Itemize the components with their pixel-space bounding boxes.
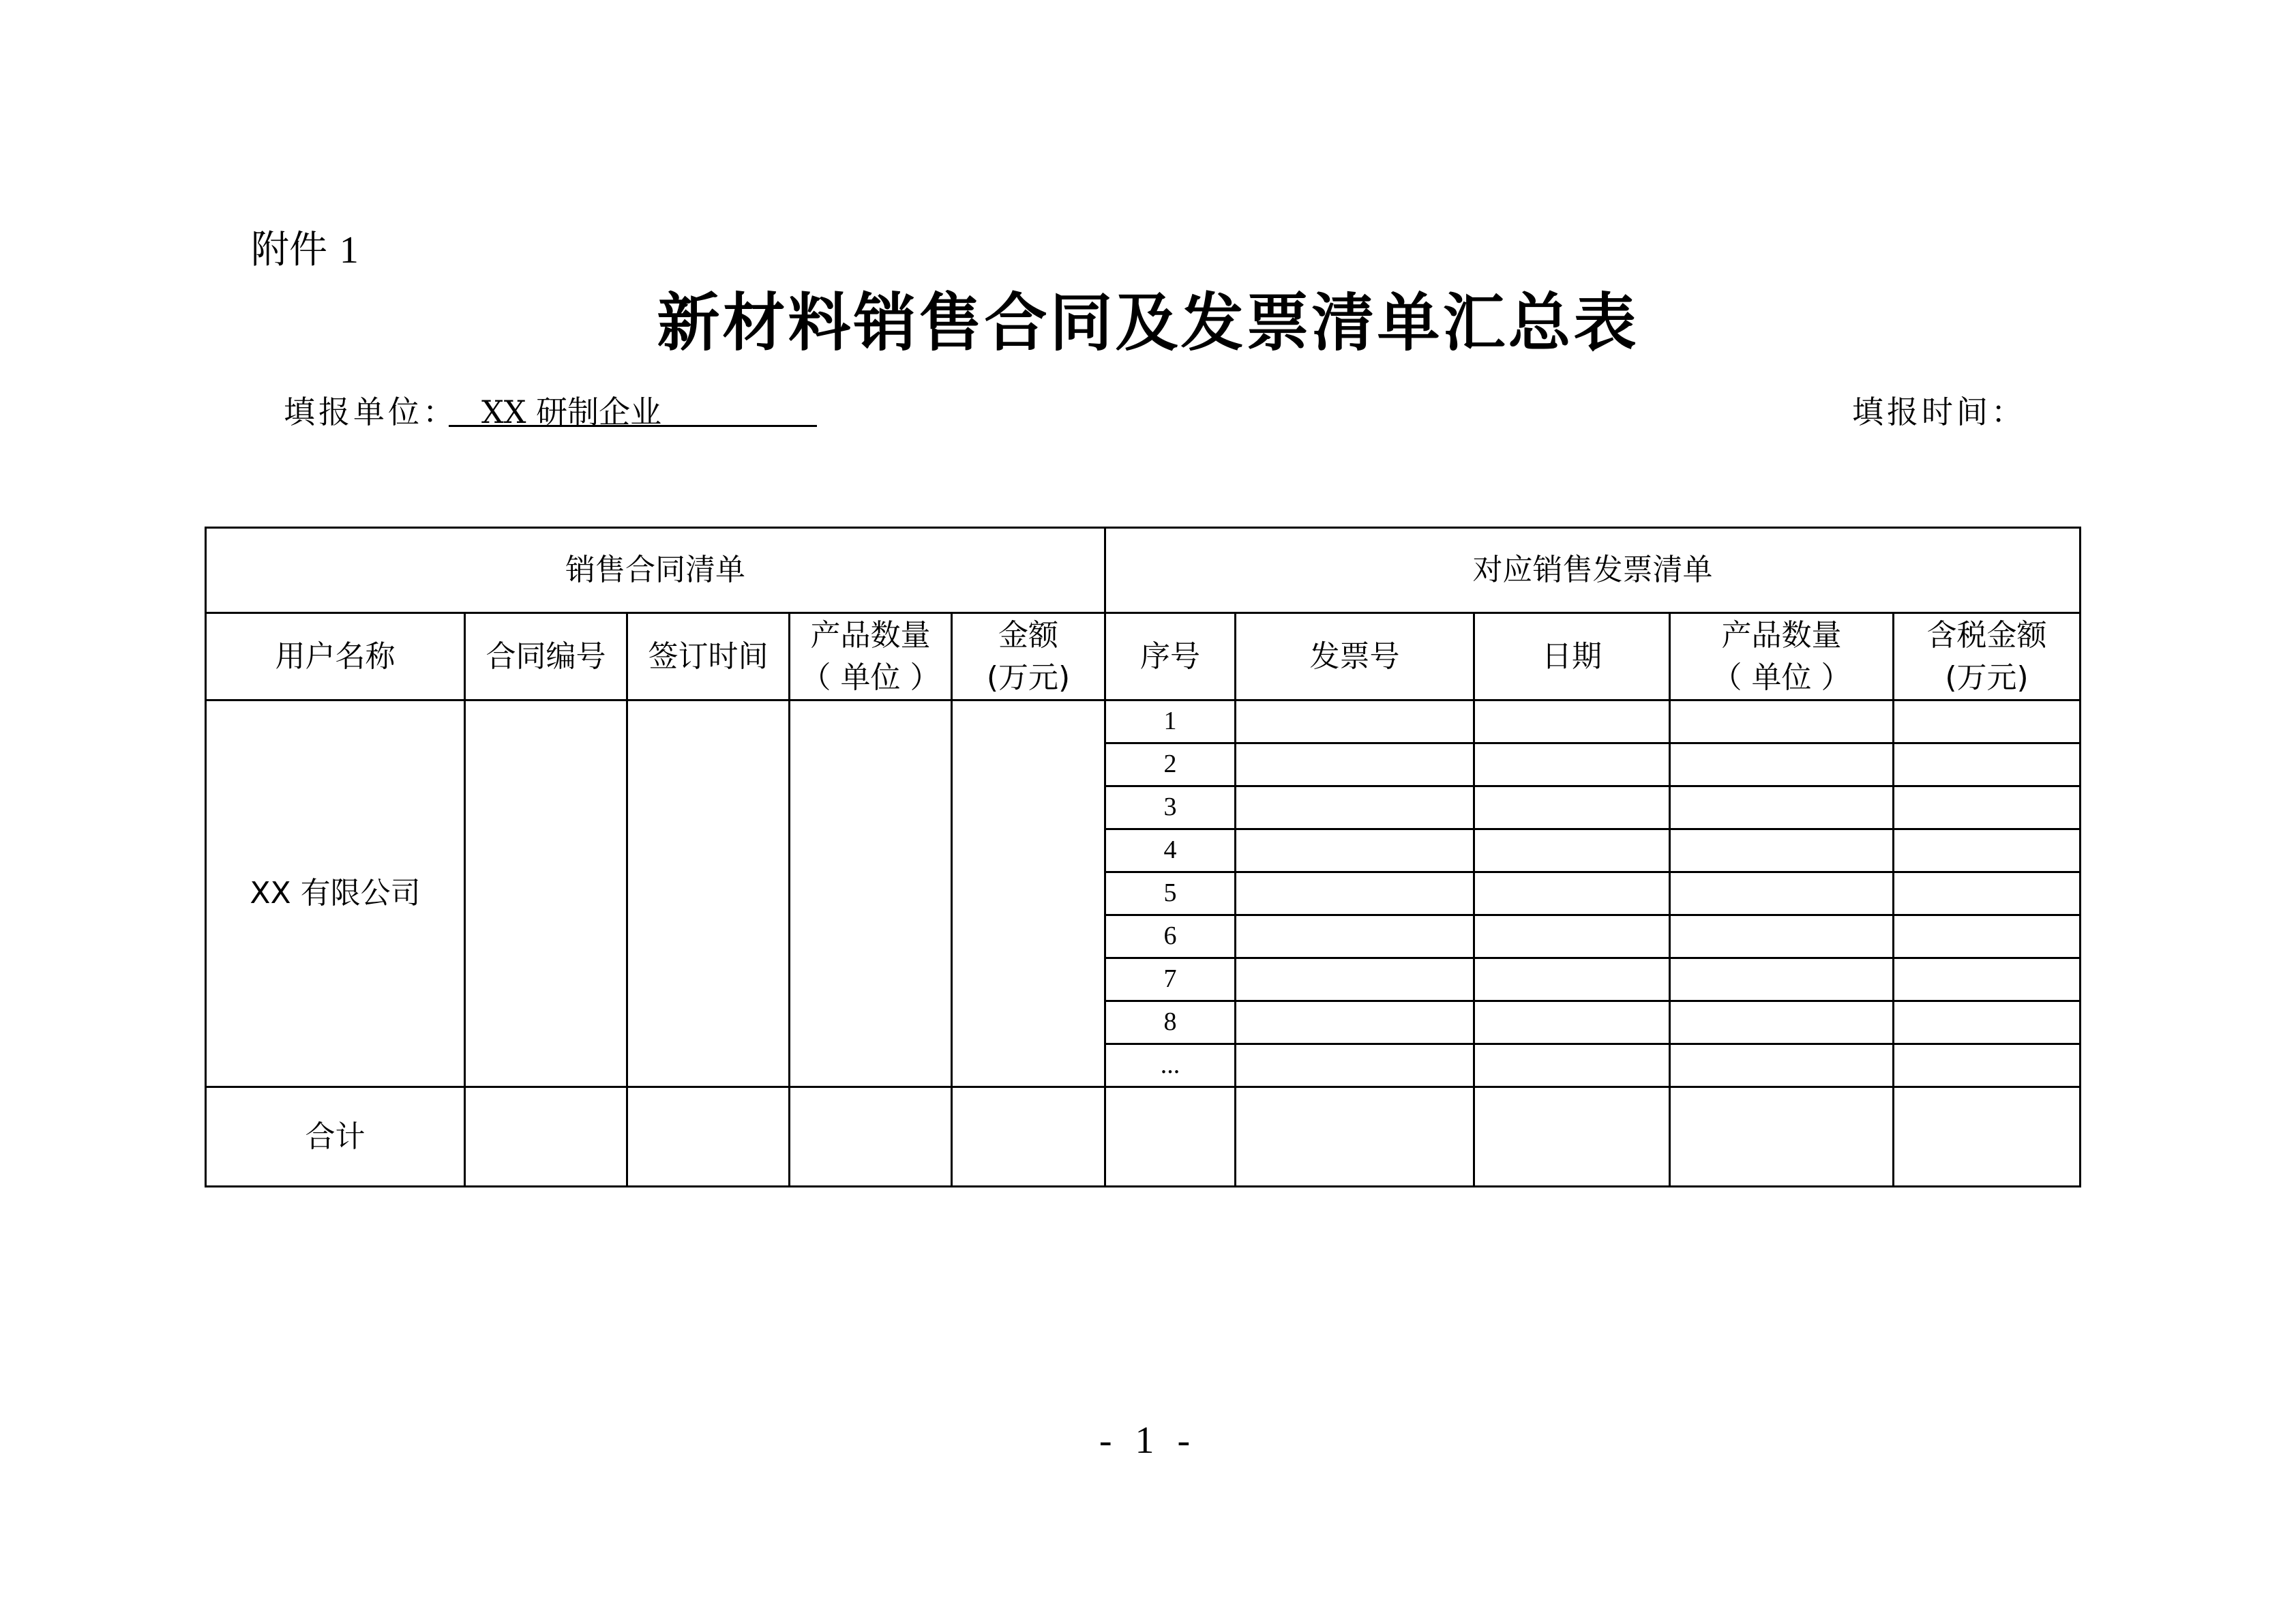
invoice-no-cell[interactable] [1236,1044,1474,1087]
total-cell[interactable] [1105,1087,1236,1187]
invoice-quantity-cell[interactable] [1670,743,1894,786]
seq-cell: 2 [1105,743,1236,786]
col-contract-no: 合同编号 [465,613,627,700]
total-cell[interactable] [465,1087,627,1187]
summary-table [205,527,2081,1187]
total-label: 合计 [206,1087,465,1187]
invoice-date-cell[interactable] [1474,829,1670,872]
seq-cell: 6 [1105,915,1236,958]
invoice-no-cell[interactable] [1236,958,1474,1001]
tax-amount-cell[interactable] [1894,700,2081,743]
invoice-no-cell[interactable] [1236,743,1474,786]
col-invoice-no: 发票号 [1236,613,1474,700]
attachment-number: 1 [339,229,359,271]
tax-amount-cell[interactable] [1894,872,2081,915]
seq-cell: 5 [1105,872,1236,915]
attachment-label: 附件 1 [251,228,359,272]
total-cell[interactable] [1670,1087,1894,1187]
total-cell[interactable] [1236,1087,1474,1187]
col-sign-date: 签订时间 [627,613,790,700]
invoice-no-cell[interactable] [1236,786,1474,829]
invoice-quantity-cell[interactable] [1670,1044,1894,1087]
total-cell[interactable] [1474,1087,1670,1187]
seq-cell: 8 [1105,1001,1236,1044]
report-time-label: 填报时间： [1852,394,2026,430]
tax-amount-cell[interactable] [1894,786,2081,829]
tax-amount-cell[interactable] [1894,1044,2081,1087]
invoice-no-cell[interactable] [1236,700,1474,743]
tax-amount-cell[interactable] [1894,958,2081,1001]
tax-amount-cell[interactable] [1894,743,2081,786]
seq-cell: ... [1105,1044,1236,1087]
invoice-no-cell[interactable] [1236,829,1474,872]
invoice-date-cell[interactable] [1474,958,1670,1001]
invoice-date-cell[interactable] [1474,1044,1670,1087]
page-number: - 1 - [1099,1419,1197,1462]
invoice-date-cell[interactable] [1474,743,1670,786]
total-cell[interactable] [952,1087,1105,1187]
seq-cell: 3 [1105,786,1236,829]
group-header-contracts: 销售合同清单 [206,528,1105,613]
total-cell[interactable] [1894,1087,2081,1187]
group-header-invoices: 对应销售发票清单 [1105,528,2081,613]
report-unit-value: XX 研制企业 [449,387,817,427]
col-invoice-date: 日期 [1474,613,1670,700]
invoice-date-cell[interactable] [1474,915,1670,958]
col-contract-quantity: 产品数量 （ 单位 ） [790,613,952,700]
seq-cell: 7 [1105,958,1236,1001]
invoice-date-cell[interactable] [1474,786,1670,829]
total-row [206,1087,2081,1187]
col-tax-amount: 含税金额 (万元) [1894,613,2081,700]
tax-amount-cell[interactable] [1894,1001,2081,1044]
invoice-date-cell[interactable] [1474,1001,1670,1044]
company-name: XX 有限公司 [206,700,465,1087]
sign-date-cell[interactable] [627,700,790,1087]
tax-amount-cell[interactable] [1894,915,2081,958]
invoice-no-cell[interactable] [1236,1001,1474,1044]
total-cell[interactable] [790,1087,952,1187]
invoice-quantity-cell[interactable] [1670,1001,1894,1044]
col-customer-name: 用户名称 [206,613,465,700]
invoice-quantity-cell[interactable] [1670,915,1894,958]
contract-quantity-cell[interactable] [790,700,952,1087]
seq-cell: 1 [1105,700,1236,743]
invoice-quantity-cell[interactable] [1670,700,1894,743]
invoice-quantity-cell[interactable] [1670,872,1894,915]
invoice-quantity-cell[interactable] [1670,786,1894,829]
report-unit-label: 填报单位： [284,394,458,430]
tax-amount-cell[interactable] [1894,829,2081,872]
total-cell[interactable] [627,1087,790,1187]
invoice-no-cell[interactable] [1236,915,1474,958]
table-row [206,700,2081,743]
col-invoice-quantity: 产品数量 （ 单位 ） [1670,613,1894,700]
seq-cell: 4 [1105,829,1236,872]
invoice-date-cell[interactable] [1474,872,1670,915]
invoice-date-cell[interactable] [1474,700,1670,743]
contract-amount-cell[interactable] [952,700,1105,1087]
col-contract-amount: 金额 (万元) [952,613,1105,700]
invoice-no-cell[interactable] [1236,872,1474,915]
invoice-quantity-cell[interactable] [1670,958,1894,1001]
page-title: 新材料销售合同及发票清单汇总表 [657,286,1639,359]
col-seq: 序号 [1105,613,1236,700]
invoice-quantity-cell[interactable] [1670,829,1894,872]
contract-no-cell[interactable] [465,700,627,1087]
